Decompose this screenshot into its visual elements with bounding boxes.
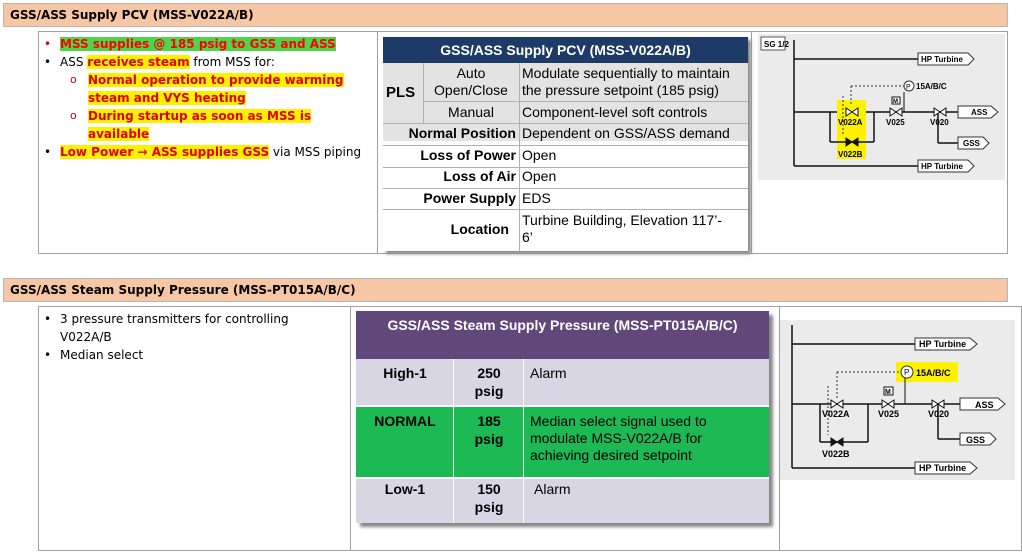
gss-label: GSS	[966, 435, 986, 445]
pls-label: PLS	[386, 84, 416, 101]
pressure-table	[356, 311, 769, 523]
row-value-location-2: 6’	[522, 229, 533, 245]
table-row: High-1 250 psig Alarm	[356, 359, 769, 405]
pcv-schematic	[758, 34, 1005, 180]
pressure-bullet-list	[38, 310, 338, 364]
v022a-label: V022A	[838, 118, 863, 127]
hp-turbine-bottom: HP Turbine	[919, 463, 967, 473]
v022b-label: V022B	[838, 150, 863, 159]
list-item: • ASS receives steam from MSS for: o Normal operation to provide warming steam and VYS heating o During startup as soon as MSS is available	[38, 53, 368, 143]
v020-label: V020	[930, 118, 949, 127]
row-value-location-1: Turbine Building, Elevation 117’-	[522, 212, 723, 228]
auto-desc-1: Modulate sequentially to maintain	[522, 65, 730, 81]
v022a-label: V022A	[822, 409, 850, 419]
list-item: • Low Power → ASS supplies GSS via MSS piping	[44, 145, 362, 159]
auto-label-1: Auto	[456, 65, 486, 81]
row-label-normal: Normal Position	[408, 125, 516, 141]
table-title: GSS/ASS Steam Supply Pressure (MSS-PT015A/B/C)	[356, 311, 769, 359]
p-label: P	[904, 368, 910, 377]
row-value-power-supply: EDS	[522, 190, 551, 206]
hp-turbine-top: HP Turbine	[919, 339, 967, 349]
sg-label: SG 1/2	[764, 40, 789, 49]
pt-label: 15A/B/C	[916, 82, 947, 91]
gss-label: GSS	[963, 139, 980, 148]
section-title: GSS/ASS Steam Supply Pressure (MSS-PT015A/B/C)	[10, 283, 356, 297]
hp-turbine-bottom: HP Turbine	[921, 162, 963, 171]
section-header-pcv	[3, 3, 1008, 27]
auto-desc-2: the pressure setpoint (185 psig)	[522, 82, 719, 98]
table-title: GSS/ASS Supply PCV (MSS-V022A/B)	[383, 37, 748, 63]
v020-label: V020	[928, 409, 950, 419]
v025-label: V025	[886, 118, 905, 127]
row-label-power-supply: Power Supply	[423, 190, 516, 206]
list-item: o Normal operation to provide warming steam and VYS heating	[70, 73, 344, 105]
row-value-normal: Dependent on GSS/ASS demand	[522, 125, 730, 141]
row-value-loss-air: Open	[522, 168, 557, 184]
pressure-schematic	[780, 320, 1015, 480]
list-item: • Median select	[44, 348, 144, 362]
section-title: GSS/ASS Supply PCV (MSS-V022A/B)	[10, 8, 254, 22]
pt-label: 15A/B/C	[916, 368, 951, 378]
v025-label: V025	[878, 409, 900, 419]
v022b-label: V022B	[822, 449, 850, 459]
m-label: M	[885, 389, 891, 396]
manual-label: Manual	[448, 104, 494, 120]
row-label-location: Location	[450, 221, 509, 237]
ass-label: ASS	[975, 400, 994, 410]
pcv-bullet-list	[38, 35, 368, 161]
m-label: M	[893, 99, 898, 105]
section-header-pressure	[3, 278, 1008, 302]
list-item: • MSS supplies @ 185 psig to GSS and ASS	[44, 37, 336, 51]
ass-label: ASS	[971, 108, 988, 117]
table-row: NORMAL 185 psig Median select signal used to modulate MSS-V022A/B for achieving desired setpoint	[356, 407, 769, 477]
row-label-loss-air: Loss of Air	[443, 168, 516, 184]
pcv-table	[383, 37, 748, 251]
auto-label-2: Open/Close	[434, 82, 508, 98]
list-item: • 3 pressure transmitters for controlling V022A/B	[44, 312, 289, 344]
row-label-loss-power: Loss of Power	[420, 147, 516, 163]
list-item: o During startup as soon as MSS is available	[70, 109, 312, 141]
manual-desc: Component-level soft controls	[522, 104, 708, 120]
hp-turbine-top: HP Turbine	[921, 55, 963, 64]
p-label: P	[906, 84, 911, 91]
table-row: Low-1 150 psig Alarm	[356, 479, 769, 523]
row-value-loss-power: Open	[522, 147, 557, 163]
